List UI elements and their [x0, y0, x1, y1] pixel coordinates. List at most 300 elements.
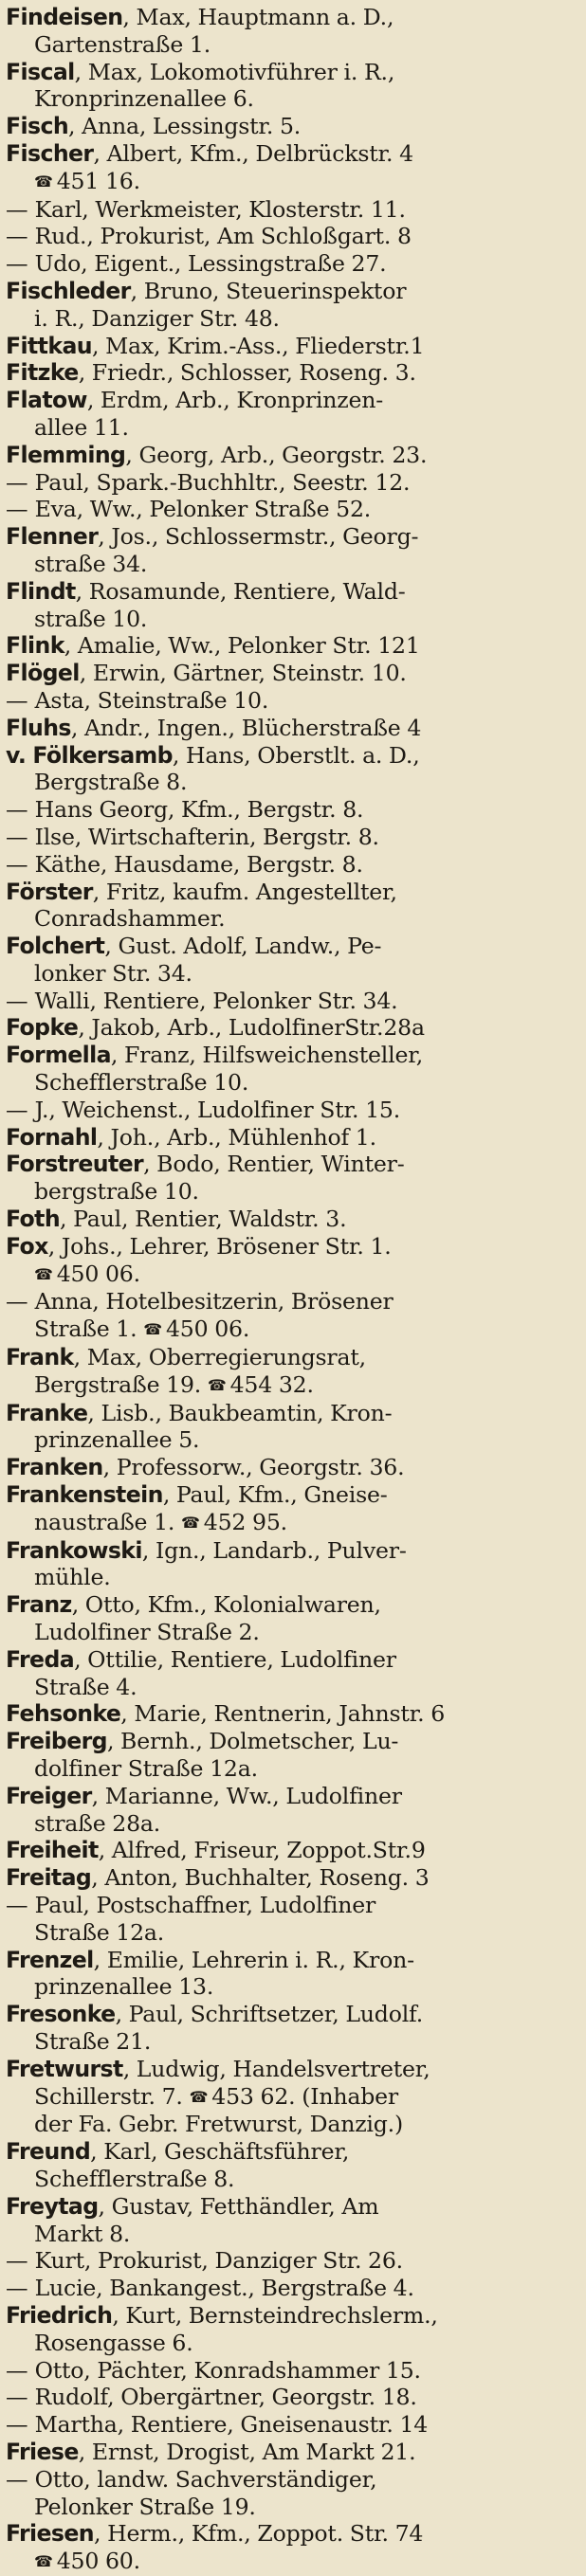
directory-entry — [6, 2411, 578, 2439]
entry-surname: Franken — [6, 1454, 103, 1481]
entry-text: , Jakob, Arb., LudolfinerStr.28a — [78, 1014, 425, 1042]
entry-surname: Fittkau — [6, 332, 92, 359]
directory-entry — [6, 59, 578, 114]
entry-surname: Fischleder — [6, 277, 131, 304]
entry-surname: Freitag — [6, 1864, 92, 1892]
entry-text: Gartenstraße 1. — [34, 30, 211, 58]
ditto-dash: — — [6, 2275, 35, 2302]
entry-surname: Freiberg — [6, 1728, 107, 1755]
directory-entry — [6, 851, 578, 879]
entry-first-line — [6, 1233, 578, 1261]
entry-continuation-line — [6, 905, 578, 933]
directory-entry — [6, 2439, 578, 2466]
directory-entry — [6, 1591, 578, 1646]
directory-entry — [6, 387, 578, 442]
entry-text: , Amalie, Ww., Pelonker Str. 121 — [64, 632, 420, 660]
entry-first-line — [6, 1124, 578, 1152]
entry-surname: v. Fölkersamb — [6, 741, 173, 769]
ditto-dash: — — [6, 2247, 35, 2275]
entry-continuation-line — [6, 1755, 578, 1783]
ditto-dash: — — [6, 2356, 35, 2384]
entry-first-line — [6, 851, 578, 879]
entry-text: , Rosamunde, Rentiere, Wald- — [75, 577, 406, 605]
entry-text: , Paul, Kfm., Gneise- — [162, 1481, 388, 1509]
entry-first-line — [6, 2247, 578, 2275]
entry-text: , Kurt, Bernsteindrechslerm., — [112, 2301, 438, 2329]
entry-surname: Fox — [6, 1232, 48, 1260]
entry-surname: Flenner — [6, 523, 99, 551]
entry-surname: Foth — [6, 1206, 61, 1233]
entry-surname: Friedrich — [6, 2301, 113, 2329]
entry-surname: Fluhs — [6, 714, 71, 741]
entry-first-line — [6, 1206, 578, 1233]
entry-text: straße 28a. — [34, 1809, 161, 1837]
entry-first-line — [6, 1454, 578, 1481]
entry-first-line — [6, 196, 578, 224]
entry-text: Eva, Ww., Pelonker Straße 52. — [34, 496, 372, 523]
directory-entry — [6, 1646, 578, 1701]
entry-first-line — [6, 1700, 578, 1728]
entry-surname: Freda — [6, 1645, 75, 1673]
ditto-dash: — — [6, 686, 35, 714]
entry-first-line — [6, 933, 578, 960]
entry-surname: Fretwurst — [6, 2055, 123, 2082]
entry-first-line — [6, 2001, 578, 2028]
entry-surname: Frank — [6, 1344, 74, 1371]
entry-continuation-line — [6, 1178, 578, 1206]
telephone-icon: ☎ — [207, 1375, 227, 1394]
phone-number: 450 06. — [56, 1260, 140, 1287]
entry-first-line — [6, 359, 578, 387]
directory-entry — [6, 578, 578, 633]
entry-first-line — [6, 1783, 578, 1810]
phone-number: 453 62. (Inhaber — [211, 2082, 398, 2110]
phone-number: 454 32. — [229, 1370, 314, 1398]
entry-surname: Fiscal — [6, 58, 75, 85]
directory-entry — [6, 1233, 578, 1289]
directory-entry — [6, 1151, 578, 1206]
entry-text: , Otto, Kfm., Kolonialwaren, — [71, 1591, 381, 1619]
entry-text: Udo, Eigent., Lessingstraße 27. — [34, 250, 387, 278]
entry-text: Rosengasse 6. — [34, 2329, 193, 2356]
entry-first-line — [6, 278, 578, 305]
telephone-icon: ☎ — [34, 172, 53, 190]
directory-entry — [6, 988, 578, 1015]
entry-first-line — [6, 1400, 578, 1427]
entry-text: , Bodo, Rentier, Winter- — [143, 1151, 405, 1178]
entry-first-line — [6, 1728, 578, 1755]
entry-surname: Freiheit — [6, 1837, 99, 1864]
entry-surname: Frenzel — [6, 1946, 94, 1973]
entry-text: Rud., Prokurist, Am Schloßgart. 8 — [34, 223, 412, 250]
entry-text: Otto, Pächter, Konradshammer 15. — [34, 2356, 421, 2384]
directory-entry — [6, 715, 578, 742]
entry-first-line — [6, 2302, 578, 2330]
entry-first-line — [6, 2384, 578, 2411]
phone-number: 451 16. — [56, 167, 140, 194]
entry-first-line — [6, 1481, 578, 1509]
directory-entry — [6, 333, 578, 360]
entry-first-line — [6, 333, 578, 360]
directory-entry — [6, 1837, 578, 1864]
directory-entry — [6, 796, 578, 824]
directory-entry — [6, 1537, 578, 1592]
entry-continuation-line — [6, 2221, 578, 2248]
entry-text: , Max, Hauptmann a. D., — [122, 4, 394, 30]
entry-text: , Herm., Kfm., Zoppot. Str. 74 — [93, 2520, 424, 2548]
entry-continuation-line — [6, 1426, 578, 1454]
entry-surname: Formella — [6, 1042, 111, 1069]
entry-first-line — [6, 1537, 578, 1565]
entry-first-line — [6, 496, 578, 523]
entry-continuation-line — [6, 1509, 578, 1537]
entry-first-line — [6, 469, 578, 497]
entry-continuation-line — [6, 31, 578, 59]
entry-text: , Andr., Ingen., Blücherstraße 4 — [70, 714, 422, 741]
entry-text: Kronprinzenallee 6. — [34, 85, 254, 113]
entry-text: Käthe, Hausdame, Bergstr. 8. — [34, 850, 363, 878]
ditto-dash: — — [6, 987, 35, 1014]
entry-first-line — [6, 2193, 578, 2221]
entry-continuation-line — [6, 1564, 578, 1591]
directory-entry — [6, 1892, 578, 1947]
entry-first-line — [6, 687, 578, 715]
entry-surname: Freiger — [6, 1782, 92, 1809]
entry-text: der Fa. Gebr. Fretwurst, Danzig.) — [34, 2111, 403, 2138]
entry-text: , Alfred, Friseur, Zoppot.Str.9 — [98, 1837, 426, 1864]
entry-continuation-line — [6, 1674, 578, 1701]
entry-text: prinzenallee 5. — [34, 1426, 200, 1454]
directory-entry — [6, 1124, 578, 1152]
entry-first-line — [6, 824, 578, 851]
ditto-dash: — — [6, 1288, 35, 1315]
entry-continuation-line — [6, 414, 578, 442]
entry-continuation-line — [6, 305, 578, 333]
ditto-dash: — — [6, 2465, 35, 2493]
ditto-dash: — — [6, 850, 35, 878]
phone-number: 450 06. — [165, 1315, 250, 1343]
entry-surname: Findeisen — [6, 4, 123, 30]
entry-text: i. R., Danziger Str. 48. — [34, 304, 280, 332]
entry-text: straße 10. — [34, 605, 148, 632]
entry-first-line — [6, 1591, 578, 1619]
entry-surname: Frankowski — [6, 1536, 142, 1564]
entry-first-line — [6, 2411, 578, 2439]
directory-entry — [6, 359, 578, 387]
entry-text: , Marianne, Ww., Ludolfiner — [91, 1782, 402, 1809]
entry-first-line — [6, 1014, 578, 1042]
directory-entry — [6, 1481, 578, 1537]
entry-surname: Franz — [6, 1591, 72, 1619]
entry-text: , Georg, Arb., Georgstr. 23. — [125, 441, 428, 468]
entry-first-line — [6, 988, 578, 1015]
directory-entry — [6, 2247, 578, 2275]
entry-text: Straße 12a. — [34, 1918, 165, 1946]
entry-text: , Bernh., Dolmetscher, Lu- — [106, 1728, 399, 1755]
directory-entry — [6, 2466, 578, 2521]
directory-entry — [6, 824, 578, 851]
entry-surname: Fitzke — [6, 359, 79, 387]
entry-first-line — [6, 2520, 578, 2548]
entry-continuation-line — [6, 1619, 578, 1646]
entry-text: Walli, Rentiere, Pelonker Str. 34. — [34, 987, 398, 1014]
directory-entry — [6, 1864, 578, 1892]
ditto-dash: — — [6, 250, 35, 278]
entry-text: Pelonker Straße 19. — [34, 2493, 256, 2520]
directory-entry — [6, 496, 578, 523]
directory-entry — [6, 2001, 578, 2056]
entry-text: , Emilie, Lehrerin i. R., Kron- — [93, 1946, 414, 1973]
entry-text: lonker Str. 34. — [34, 959, 192, 987]
directory-entry — [6, 1700, 578, 1728]
entry-first-line — [6, 2138, 578, 2166]
entry-text: , Gustav, Fetthändler, Am — [98, 2192, 379, 2220]
entry-text: , Jos., Schlossermstr., Georg- — [98, 523, 419, 551]
entry-surname: Flögel — [6, 660, 80, 687]
entry-text: , Anna, Lessingstr. 5. — [68, 113, 302, 140]
entry-surname: Franke — [6, 1399, 88, 1426]
entry-text: straße 34. — [34, 550, 148, 577]
entry-first-line — [6, 715, 578, 742]
entry-surname: Friese — [6, 2438, 79, 2465]
entry-text: , Franz, Hilfsweichensteller, — [110, 1042, 424, 1069]
entry-text: Asta, Steinstraße 10. — [34, 686, 269, 714]
directory-entry — [6, 1344, 578, 1400]
entry-text: , Friedr., Schlosser, Roseng. 3. — [78, 359, 416, 387]
directory-entry — [6, 2520, 578, 2576]
entry-text: Markt 8. — [34, 2220, 131, 2247]
entry-surname: Fisch — [6, 113, 69, 140]
entry-first-line — [6, 2357, 578, 2385]
entry-first-line — [6, 1344, 578, 1371]
entry-text: Rudolf, Obergärtner, Georgstr. 18. — [34, 2384, 417, 2411]
directory-entry — [6, 1728, 578, 1783]
entry-text: , Karl, Geschäftsführer, — [90, 2138, 350, 2166]
entry-first-line — [6, 1837, 578, 1864]
entry-first-line — [6, 140, 578, 168]
entry-continuation-line — [6, 1261, 578, 1289]
entry-first-line — [6, 1042, 578, 1069]
directory-entry — [6, 278, 578, 333]
entry-text: , Anton, Buchhalter, Roseng. 3 — [91, 1864, 430, 1892]
entry-first-line — [6, 387, 578, 414]
directory-entry — [6, 223, 578, 250]
entry-text: , Fritz, kaufm. Angestellter, — [92, 878, 397, 905]
entry-first-line — [6, 1864, 578, 1892]
entry-continuation-line — [6, 2548, 578, 2576]
entry-text: Bergstraße 19. — [34, 1370, 202, 1398]
entry-text: Straße 4. — [34, 1673, 137, 1700]
telephone-icon: ☎ — [181, 1513, 200, 1532]
entry-text: , Bruno, Steuerinspektor — [130, 277, 407, 304]
entry-continuation-line — [6, 1069, 578, 1097]
ditto-dash: — — [6, 823, 35, 850]
entry-text: , Professorw., Georgstr. 36. — [102, 1454, 405, 1481]
directory-entry — [6, 442, 578, 469]
entry-text: , Ernst, Drogist, Am Markt 21. — [78, 2438, 416, 2465]
entry-surname: Fresonke — [6, 2001, 116, 2028]
entry-text: Conradshammer. — [34, 905, 226, 933]
entry-continuation-line — [6, 1371, 578, 1400]
entry-first-line — [6, 2275, 578, 2302]
entry-continuation-line — [6, 1919, 578, 1947]
entry-text: , Max, Krim.-Ass., Fliederstr.1 — [91, 332, 425, 359]
entry-first-line — [6, 632, 578, 660]
entry-text: Schefflerstraße 8. — [34, 2165, 235, 2192]
entry-text: allee 11. — [34, 413, 129, 441]
entry-text: , Johs., Lehrer, Brösener Str. 1. — [47, 1232, 392, 1260]
ditto-dash: — — [6, 195, 35, 223]
entry-first-line — [6, 578, 578, 606]
entry-text: J., Weichenst., Ludolfiner Str. 15. — [34, 1096, 400, 1123]
entry-surname: Flemming — [6, 441, 126, 468]
directory-entry — [6, 1288, 578, 1344]
entry-text: Kurt, Prokurist, Danziger Str. 26. — [34, 2247, 403, 2275]
directory-entry — [6, 140, 578, 196]
entry-text: Anna, Hotelbesitzerin, Brösener — [34, 1288, 394, 1315]
entry-first-line — [6, 59, 578, 86]
entry-text: , Ludwig, Handelsvertreter, — [122, 2055, 430, 2082]
entry-surname: Freund — [6, 2138, 91, 2166]
entry-text: Karl, Werkmeister, Klosterstr. 11. — [34, 195, 406, 223]
entry-continuation-line — [6, 2111, 578, 2138]
entry-continuation-line — [6, 1973, 578, 2001]
ditto-dash: — — [6, 1891, 35, 1918]
entry-first-line — [6, 4, 578, 31]
directory-entry — [6, 113, 578, 140]
entry-text: , Paul, Schriftsetzer, Ludolf. — [115, 2001, 424, 2028]
entry-first-line — [6, 2056, 578, 2083]
directory-entry — [6, 469, 578, 497]
directory-entry — [6, 1097, 578, 1124]
entry-surname: Flink — [6, 632, 64, 660]
entry-surname: Flindt — [6, 577, 76, 605]
entry-continuation-line — [6, 2166, 578, 2193]
entry-first-line — [6, 523, 578, 551]
entry-text: mühle. — [34, 1564, 111, 1591]
telephone-icon: ☎ — [34, 1264, 53, 1283]
directory-entry — [6, 2056, 578, 2138]
entry-text: , Max, Oberregierungsrat, — [73, 1344, 366, 1371]
entry-first-line — [6, 442, 578, 469]
directory-entry — [6, 2193, 578, 2248]
ditto-dash: — — [6, 468, 35, 496]
directory-entry — [6, 1400, 578, 1455]
entry-text: Bergstraße 8. — [34, 769, 188, 796]
directory-entry — [6, 196, 578, 224]
entry-first-line — [6, 1646, 578, 1674]
entry-continuation-line — [6, 2330, 578, 2357]
telephone-icon: ☎ — [143, 1320, 162, 1339]
entry-first-line — [6, 2439, 578, 2466]
entry-text: Ilse, Wirtschafterin, Bergstr. 8. — [34, 823, 379, 850]
entry-text: , Erwin, Gärtner, Steinstr. 10. — [79, 660, 407, 687]
directory-entry — [6, 632, 578, 660]
directory-entry — [6, 2384, 578, 2411]
entry-continuation-line — [6, 85, 578, 113]
entry-text: , Hans, Oberstlt. a. D., — [172, 741, 420, 769]
entry-surname: Flatow — [6, 387, 87, 414]
entry-text: Otto, landw. Sachverständiger, — [34, 2465, 377, 2493]
entry-continuation-line — [6, 551, 578, 578]
phone-number: 450 60. — [56, 2548, 140, 2575]
telephone-icon: ☎ — [189, 2087, 209, 2106]
directory-entry — [6, 2302, 578, 2357]
directory-entry — [6, 742, 578, 797]
directory-entry — [6, 879, 578, 934]
directory-entry — [6, 1454, 578, 1481]
directory-entry — [6, 1206, 578, 1233]
entry-first-line — [6, 742, 578, 770]
entry-continuation-line — [6, 2083, 578, 2112]
entry-text: Schefflerstraße 10. — [34, 1069, 249, 1097]
entry-first-line — [6, 1288, 578, 1315]
directory-entry — [6, 250, 578, 278]
entry-first-line — [6, 250, 578, 278]
directory-entry — [6, 1042, 578, 1097]
entry-surname: Förster — [6, 878, 93, 905]
entry-text: Ludolfiner Straße 2. — [34, 1619, 260, 1646]
entry-first-line — [6, 2466, 578, 2494]
ditto-dash: — — [6, 796, 35, 824]
directory-entry — [6, 2357, 578, 2385]
entry-first-line — [6, 660, 578, 687]
entry-continuation-line — [6, 769, 578, 796]
entry-text: dolfiner Straße 12a. — [34, 1755, 258, 1782]
ditto-dash: — — [6, 1096, 35, 1123]
directory-entry — [6, 933, 578, 988]
telephone-icon: ☎ — [34, 2552, 53, 2571]
entry-first-line — [6, 796, 578, 824]
entry-text: Martha, Rentiere, Gneisenaustr. 14 — [34, 2411, 429, 2439]
entry-surname: Forstreuter — [6, 1151, 144, 1178]
entry-continuation-line — [6, 2494, 578, 2521]
entry-surname: Folchert — [6, 933, 105, 960]
entry-text: Lucie, Bankangest., Bergstraße 4. — [34, 2275, 414, 2302]
entry-text: Schillerstr. 7. — [34, 2082, 183, 2110]
entry-text: , Albert, Kfm., Delbrückstr. 4 — [93, 139, 413, 167]
directory-entry — [6, 523, 578, 578]
directory-entry — [6, 1783, 578, 1838]
directory-entry — [6, 4, 578, 59]
ditto-dash: — — [6, 496, 35, 523]
entry-text: Straße 1. — [34, 1315, 137, 1343]
directory-entry — [6, 660, 578, 687]
entry-text: Hans Georg, Kfm., Bergstr. 8. — [34, 796, 364, 824]
entry-first-line — [6, 879, 578, 906]
entry-text: , Marie, Rentnerin, Jahnstr. 6 — [120, 1700, 446, 1728]
entry-text: Paul, Postschaffner, Ludolfiner — [34, 1891, 376, 1918]
entry-surname: Fehsonke — [6, 1700, 121, 1728]
entry-first-line — [6, 1151, 578, 1178]
ditto-dash: — — [6, 223, 35, 250]
directory-entry — [6, 687, 578, 715]
directory-entry — [6, 1947, 578, 2002]
entry-continuation-line — [6, 960, 578, 988]
entry-text: , Ign., Landarb., Pulver- — [141, 1536, 407, 1564]
entry-surname: Fopke — [6, 1014, 79, 1042]
entry-continuation-line — [6, 606, 578, 633]
entry-continuation-line — [6, 1315, 578, 1344]
ditto-dash: — — [6, 2384, 35, 2411]
entry-text: , Max, Lokomotivführer i. R., — [74, 58, 395, 85]
entry-text: , Joh., Arb., Mühlenhof 1. — [97, 1123, 376, 1151]
entry-text: , Gust. Adolf, Landw., Pe- — [104, 933, 382, 960]
directory-entry — [6, 1014, 578, 1042]
entry-text: Paul, Spark.-Buchhltr., Seestr. 12. — [34, 468, 411, 496]
entry-text: , Lisb., Baukbeamtin, Kron- — [87, 1399, 393, 1426]
entry-surname: Fischer — [6, 139, 94, 167]
